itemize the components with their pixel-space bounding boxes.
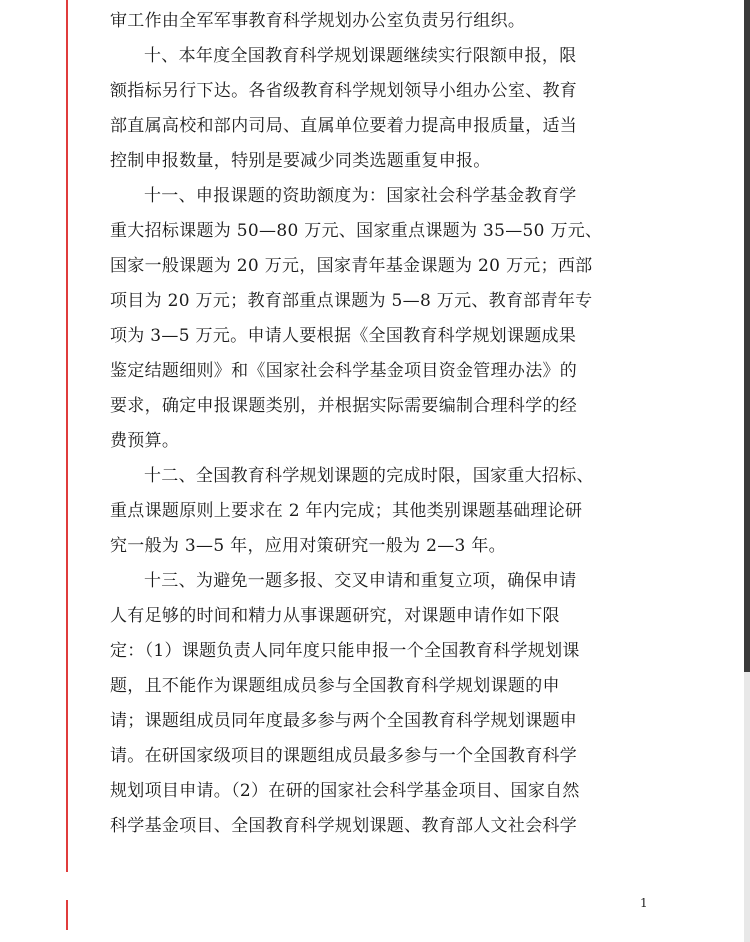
text-line: 要求，确定申报课题类别，并根据实际需要编制合理科学的经 xyxy=(110,396,578,416)
text-line: 题，且不能作为课题组成员参与全国教育科学规划课题的申 xyxy=(110,676,560,696)
text-line: 审工作由全军军事教育科学规划办公室负责另行组织。 xyxy=(110,11,526,31)
text-line: 十二、全国教育科学规划课题的完成时限，国家重大招标、 xyxy=(144,466,594,486)
scrollbar-thumb[interactable] xyxy=(744,0,750,672)
text-line: 重大招标课题为 50—80 万元、国家重点课题为 35—50 万元、 xyxy=(110,221,603,241)
text-line: 究一般为 3—5 年，应用对策研究一般为 2—3 年。 xyxy=(110,536,506,556)
text-line: 十、本年度全国教育科学规划课题继续实行限额申报，限 xyxy=(144,46,577,66)
text-line: 科学基金项目、全国教育科学规划课题、教育部人文社会科学 xyxy=(110,816,578,836)
text-line: 费预算。 xyxy=(110,431,180,451)
text-line: 请。在研国家级项目的课题组成员最多参与一个全国教育科学 xyxy=(110,746,578,766)
text-line: 控制申报数量，特别是要减少同类选题重复申报。 xyxy=(110,151,491,171)
red-margin-line xyxy=(66,0,68,872)
text-line: 人有足够的时间和精力从事课题研究，对课题申请作如下限 xyxy=(110,606,560,626)
text-line: 规划项目申请。（2）在研的国家社会科学基金项目、国家自然 xyxy=(110,781,580,801)
red-margin-line-lower xyxy=(66,900,68,930)
text-line: 请；课题组成员同年度最多参与两个全国教育科学规划课题申 xyxy=(110,711,578,731)
text-line: 项为 3—5 万元。申请人要根据《全国教育科学规划课题成果 xyxy=(110,326,577,346)
text-line: 鉴定结题细则》和《国家社会科学基金项目资金管理办法》的 xyxy=(110,361,578,381)
text-line: 国家一般课题为 20 万元，国家青年基金课题为 20 万元；西部 xyxy=(110,256,593,276)
vertical-scrollbar[interactable] xyxy=(744,0,750,942)
text-line: 十三、为避免一题多报、交叉申请和重复立项，确保申请 xyxy=(144,571,577,591)
text-line: 额指标另行下达。各省级教育科学规划领导小组办公室、教育 xyxy=(110,81,578,101)
document-body xyxy=(110,4,646,844)
text-line: 十一、申报课题的资助额度为：国家社会科学基金教育学 xyxy=(144,186,577,206)
text-line: 项目为 20 万元；教育部重点课题为 5—8 万元、教育部青年专 xyxy=(110,291,593,311)
text-line: 部直属高校和部内司局、直属单位要着力提高申报质量，适当 xyxy=(110,116,578,136)
text-line: 定：（1）课题负责人同年度只能申报一个全国教育科学规划课 xyxy=(110,641,580,661)
text-line: 重点课题原则上要求在 2 年内完成；其他类别课题基础理论研 xyxy=(110,501,583,521)
page-number: 1 xyxy=(640,896,648,910)
